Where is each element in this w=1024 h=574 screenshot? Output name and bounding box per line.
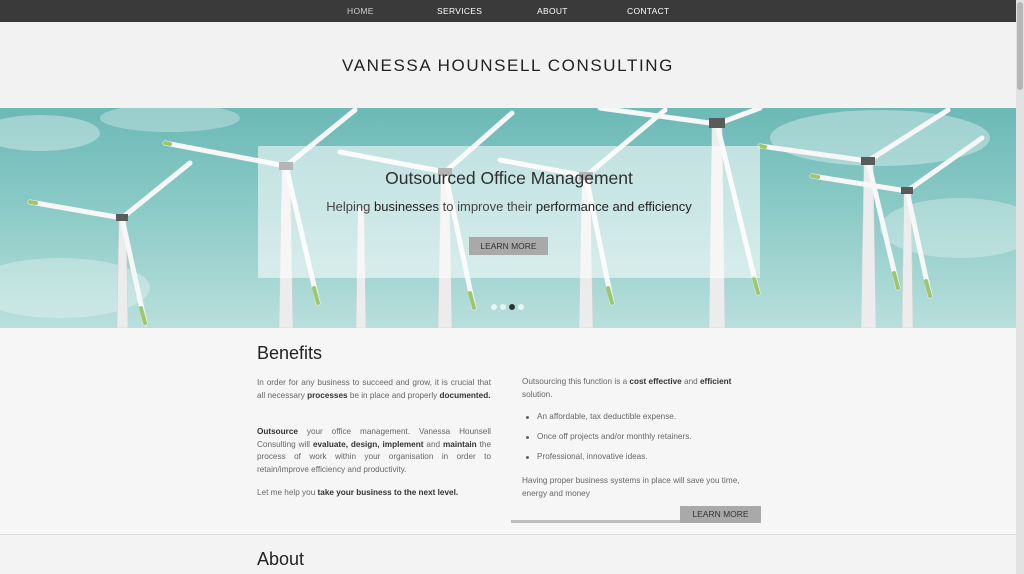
hero-title: Outsourced Office Management xyxy=(385,168,633,188)
slide-dot[interactable] xyxy=(500,304,506,310)
nav-about[interactable]: ABOUT xyxy=(537,6,568,16)
nav-contact[interactable]: CONTACT xyxy=(627,6,670,16)
slide-dot[interactable] xyxy=(491,304,497,310)
scrollbar-thumb[interactable] xyxy=(1017,2,1023,90)
benefits-learn-more-button[interactable]: LEARN MORE xyxy=(680,506,761,523)
benefits-paragraph-3: Let me help you take your business to the next level. xyxy=(257,488,459,497)
about-heading: About xyxy=(257,549,305,569)
slide-dot-active[interactable] xyxy=(509,304,515,310)
benefits-intro: Outsourcing this function is a cost effective and efficient solution. xyxy=(522,377,732,399)
list-item: Once off projects and/or monthly retainers. xyxy=(525,432,692,452)
site-header xyxy=(0,22,1016,108)
hero-learn-more-button[interactable]: LEARN MORE xyxy=(469,237,548,255)
benefits-closing: Having proper business systems in place will save you time, energy and money xyxy=(522,476,740,498)
about-section xyxy=(0,535,1016,574)
benefits-section xyxy=(0,328,1016,534)
benefits-heading: Benefits xyxy=(257,343,323,363)
nav-services[interactable]: SERVICES xyxy=(437,6,483,16)
hero-subtitle: Helping businesses to improve their performance and efficiency xyxy=(326,199,692,214)
list-item: An affordable, tax deductible expense. xyxy=(525,412,692,432)
benefits-list xyxy=(525,412,692,472)
page-scrollbar[interactable] xyxy=(1016,0,1024,574)
hero-slider xyxy=(0,108,1016,328)
list-item: Professional, innovative ideas. xyxy=(525,452,692,472)
hero-caption-panel xyxy=(258,146,760,278)
benefits-paragraph-2: Outsource your office management. Vanessa Hounsell Consulting will evaluate, design, implement and maintain the process of work within your organisation in order to retain/improve efficiency and productivity. xyxy=(257,427,492,474)
top-nav xyxy=(0,0,1016,22)
slide-dot[interactable] xyxy=(518,304,524,310)
nav-home[interactable]: HOME xyxy=(347,6,374,16)
benefits-paragraph-1: In order for any business to succeed and grow, it is crucial that all necessary processes be in place and properly documented. xyxy=(257,378,491,400)
site-title: VANESSA HOUNSELL CONSULTING xyxy=(342,56,674,75)
